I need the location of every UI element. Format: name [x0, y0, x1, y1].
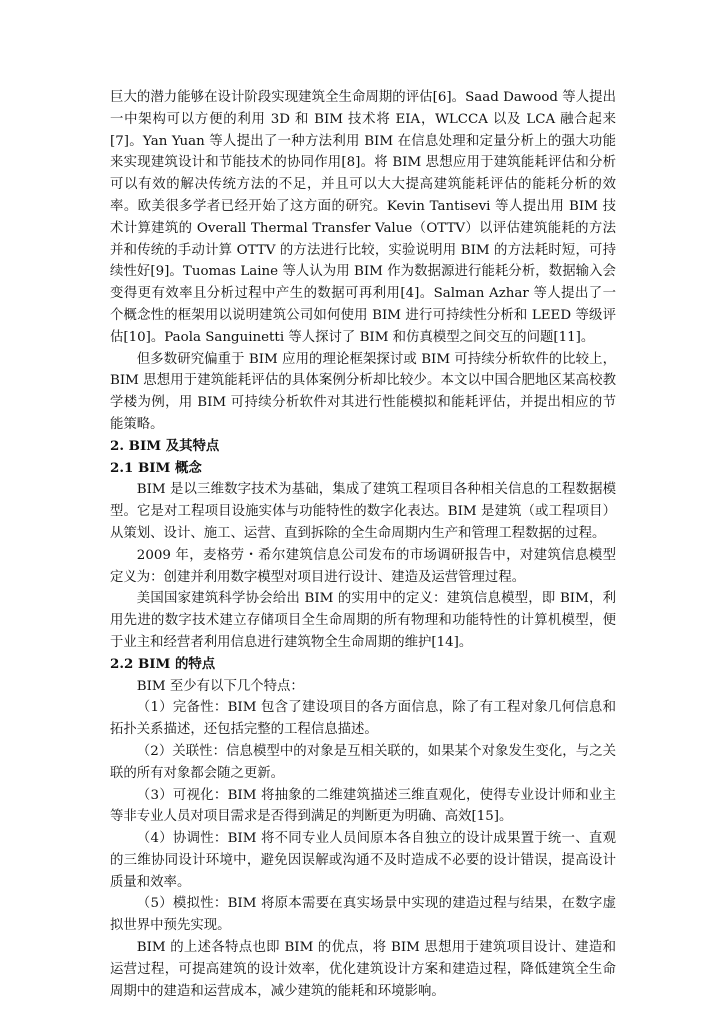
body-paragraph: （3）可视化：BIM 将抽象的二维建筑描述三维直观化，使得专业设计师和业主等非专业人员对项目需求是否得到满足的判断更为明确、高效[15]。 — [110, 787, 616, 825]
body-paragraph: BIM 的上述各特点也即 BIM 的优点，将 BIM 思想用于建筑项目设计、建造和运营过程，可提高建筑的设计效率，优化建筑设计方案和建造过程，降低建筑全生命周期中的建造和运营成本，减少建筑的能耗和环境影响。 — [110, 940, 616, 999]
body-paragraph: （5）模拟性：BIM 将原本需要在真实场景中实现的建造过程与结果，在数字虚拟世界中预先实现。 — [110, 896, 616, 934]
section-heading: 2.2 BIM 的特点 — [110, 655, 216, 672]
body-paragraph: （4）协调性：BIM 将不同专业人员间原本各自独立的设计成果置于统一、直观的三维协同设计环境中，避免因误解或沟通不及时造成不必要的设计错误，提高设计质量和效率。 — [110, 831, 616, 890]
body-paragraph: （2）关联性：信息模型中的对象是互相关联的，如果某个对象发生变化，与之关联的所有对象都会随之更新。 — [110, 743, 616, 781]
body-paragraph: 但多数研究偏重于 BIM 应用的理论框架探讨或 BIM 可持续分析软件的比较上，BIM 思想用于建筑能耗评估的具体案例分析却比较少。本文以中国合肥地区某高校教学楼为例，用 BIM 可持续分析软件对其进行性能模拟和能耗评估，并提出相应的节能策略。 — [110, 351, 616, 432]
body-paragraph: 美国国家建筑科学协会给出 BIM 的实用中的定义：建筑信息模型，即 BIM，利用先进的数字技术建立存储项目全生命周期的所有物理和功能特性的计算机模型，便于业主和经营者利用信息进行建筑物全生命周期的维护[14]。 — [110, 591, 616, 650]
body-paragraph: BIM 是以三维数字技术为基础，集成了建筑工程项目各种相关信息的工程数据模型。它是对工程项目设施实体与功能特性的数字化表达。BIM 是建筑（或工程项目）从策划、设计、施工、运营、直到拆除的全生命周期内生产和管理工程数据的过程。 — [110, 482, 616, 541]
body-paragraph: （1）完备性：BIM 包含了建设项目的各方面信息，除了有工程对象几何信息和拓扑关系描述，还包括完整的工程信息描述。 — [110, 700, 616, 738]
body-paragraph: 巨大的潜力能够在设计阶段实现建筑全生命周期的评估[6]。Saad Dawood 等人提出一中架构可以方便的利用 3D 和 BIM 技术将 EIA，WLCCA 以及 LCA 融合起来[7]。Yan Yuan 等人提出了一种方法利用 BIM 在信息处理和定量分析上的强大功能来实现建筑设计和节能技术的协同作用[8]。将 BIM 思想应用于建筑能耗评估和分析可以有效的解决传统方法的不足，并且可以大大提高建筑能耗评估的能耗分析的效率。欧美很多学者已经开始了这方面的研究。Kevin Tantisevi 等人提出用 BIM 技术计算建筑的 Overall Thermal Transfer Value（OTTV）以评估建筑能耗的方法并和传统的手动计算 OTTV 的方法进行比较，实验说明用 BIM 的方法耗时短，可持续性好[9]。Tuomas Laine 等人认为用 BIM 作为数据源进行能耗分析，数据输入会变得更有效率且分析过程中产生的数据可再利用[4]。Salman Azhar 等人提出了一个概念性的框架用以说明建筑公司如何使用 BIM 进行可持续性分析和 LEED 等级评估[10]。Paola Sanguinetti 等人探讨了 BIM 和仿真模型之间交互的问题[11]。 — [110, 90, 616, 345]
body-paragraph: BIM 至少有以下几个特点： — [136, 678, 304, 694]
body-paragraph: 2009 年，麦格劳・希尔建筑信息公司发布的市场调研报告中，对建筑信息模型定义为：创建并利用数字模型对项目进行设计、建造及运营管理过程。 — [110, 547, 616, 585]
section-heading: 2. BIM 及其特点 — [110, 437, 220, 454]
paper-page — [110, 87, 616, 1002]
section-heading: 2.1 BIM 概念 — [110, 459, 202, 476]
